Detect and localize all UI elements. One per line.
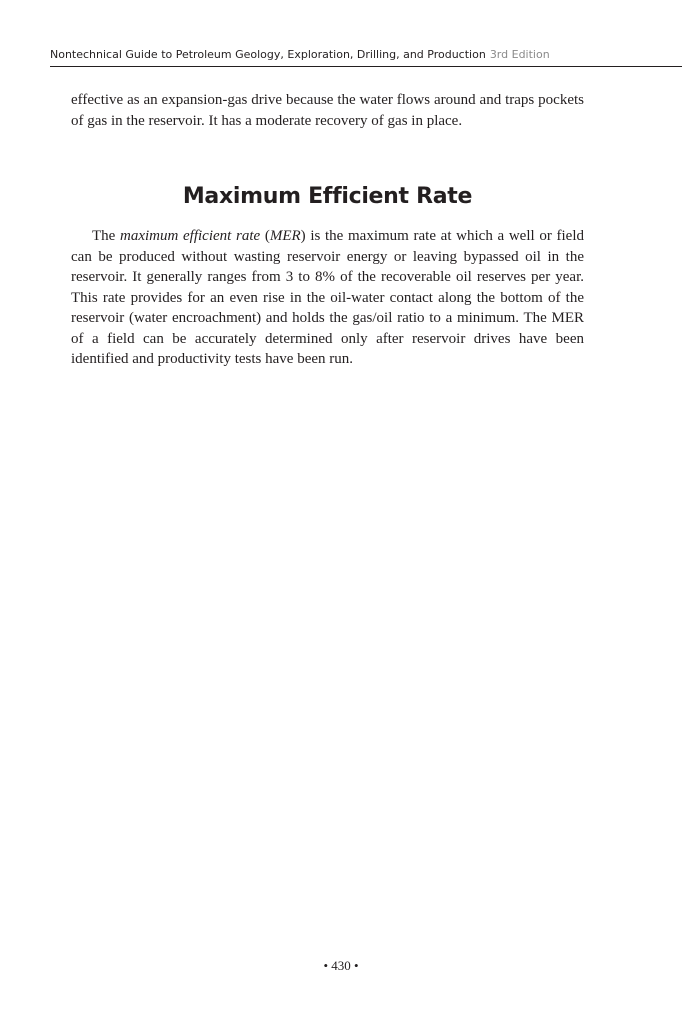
page-number: • 430 •: [323, 958, 359, 973]
continued-paragraph: effective as an expansion-gas drive because the water flows around and traps pockets of gas in the reservoir. It has a moderate recovery of gas in place.: [71, 92, 584, 129]
running-head: [50, 46, 682, 67]
book-title: Nontechnical Guide to Petroleum Geology, Exploration, Drilling, and Production: [50, 48, 486, 61]
paragraph-body: ) is the maximum rate at which a well or field can be produced without wasting reservoir energy or leaving bypassed oil in the reservoir. It generally ranges from 3 to 8% of the recoverable oil reserves per year. This rate provides for an even rise in the oil-water contact along the bottom of the reservoir (water encroachment) and holds the gas/oil ratio to a minimum. The MER of a field can be accurately determined only after reservoir drives have been identified and productivity tests have been run.: [71, 228, 584, 367]
defined-term: maximum efficient rate: [120, 228, 261, 244]
abbr-open: (: [260, 228, 270, 244]
term-abbreviation: MER: [269, 228, 301, 244]
mer-paragraph: [71, 226, 584, 370]
edition-label: 3rd Edition: [489, 48, 550, 61]
section-heading: Maximum Efficient Rate: [182, 184, 473, 209]
paragraph-intro: The: [92, 228, 120, 244]
